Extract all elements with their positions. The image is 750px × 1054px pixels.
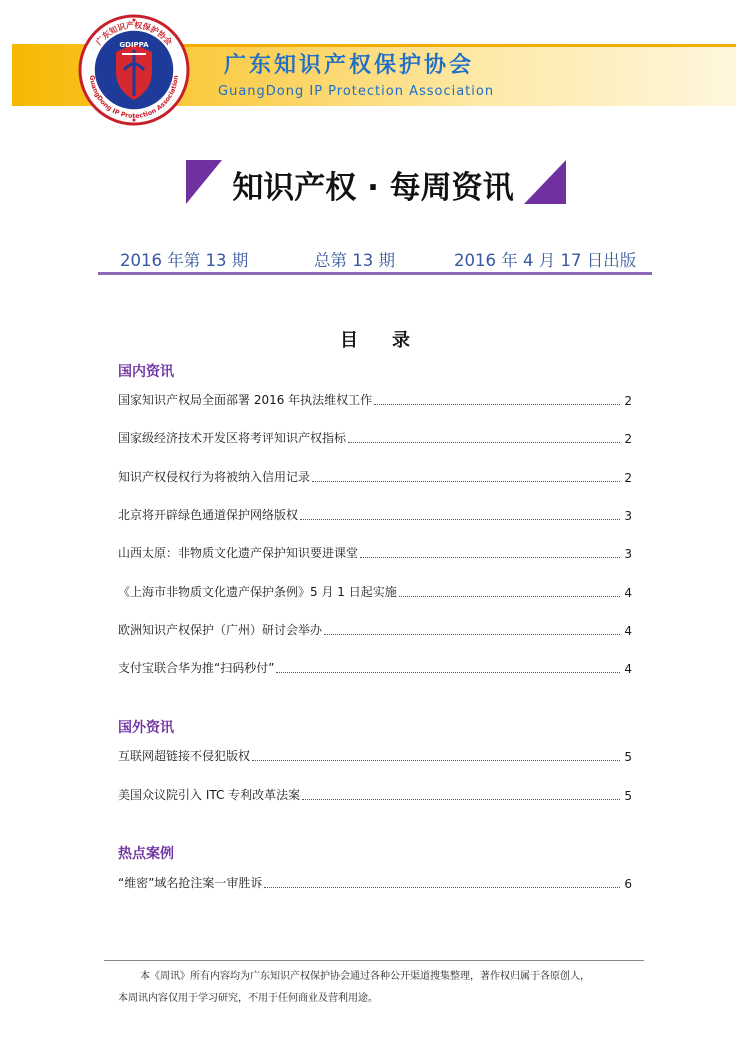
svg-text:GuangDong IP Protection Associ (88, 74, 180, 120)
footer-disclaimer (118, 966, 638, 1010)
toc-entry-page: 6 (624, 877, 632, 891)
toc-entry[interactable] (118, 467, 632, 485)
logo-ring-cn: 广东知识产权保护协会 (94, 20, 174, 47)
toc-entry-page: 5 (624, 750, 632, 764)
toc-leader-dots (374, 403, 620, 405)
section-title-domestic: 国内资讯 (118, 364, 174, 380)
toc-entry-title: 知识产权侵权行为将被纳入信用记录 (118, 470, 311, 484)
toc-entry-title: “维密”域名抢注案一审胜诉 (118, 876, 263, 890)
toc-entry-page: 2 (624, 432, 632, 446)
footer-line-1: 本《周讯》所有内容均为广东知识产权保护协会通过各种公开渠道搜集整理，著作权归属于各原创人， (140, 971, 590, 982)
issue-divider (98, 272, 652, 275)
toc-leader-dots (399, 595, 620, 597)
toc-leader-dots (264, 886, 620, 888)
toc-entry-page: 5 (624, 789, 632, 803)
toc-entry-page: 2 (624, 394, 632, 408)
toc-leader-dots (312, 480, 620, 482)
toc-entry-title: 国家级经济技术开发区将考评知识产权指标 (118, 431, 347, 445)
toc-entry-title: 山西太原：非物质文化遗产保护知识要进课堂 (118, 546, 359, 560)
toc-entry-page: 2 (624, 471, 632, 485)
toc-entry[interactable] (118, 390, 632, 408)
toc-entry-page: 4 (624, 624, 632, 638)
toc-entry-page: 3 (624, 547, 632, 561)
toc-leader-dots (302, 798, 620, 800)
org-name-en: GuangDong IP Protection Association (218, 84, 495, 99)
toc-entry[interactable] (118, 785, 632, 803)
issue-year-number: 2016 年第 13 期 (120, 251, 249, 270)
org-name-cn: 广东知识产权保护协会 (224, 53, 475, 78)
title-left-triangle-icon (186, 160, 222, 204)
toc-entry-title: 欧洲知识产权保护（广州）研讨会举办 (118, 623, 323, 637)
logo-ring-en: GuangDong IP Protection Association (87, 74, 181, 121)
toc-entry-title: 美国众议院引入 ITC 专利改革法案 (118, 788, 301, 802)
toc-entry[interactable] (118, 582, 632, 600)
section-title-international: 国外资讯 (118, 720, 174, 736)
toc-leader-dots (348, 441, 620, 443)
toc-entry[interactable] (118, 543, 632, 561)
toc-entry-title: 《上海市非物质文化遗产保护条例》5 月 1 日起实施 (118, 585, 397, 599)
section-title-hot-cases: 热点案例 (118, 846, 174, 862)
toc-entry[interactable] (118, 873, 632, 891)
newsletter-title (0, 160, 750, 208)
toc-leader-dots (360, 556, 620, 558)
toc-leader-dots (300, 518, 620, 520)
toc-leader-dots (324, 633, 620, 635)
toc-entry-title: 支付宝联合华为推“扫码秒付” (118, 661, 275, 675)
toc-entry-title: 互联网超链接不侵犯版权 (118, 749, 251, 763)
footer-line-2: 本周讯内容仅用于学习研究，不用于任何商业及营利用途。 (118, 993, 378, 1004)
toc-entry-page: 4 (624, 662, 632, 676)
title-right-triangle-icon (524, 160, 566, 204)
toc-entry[interactable] (118, 505, 632, 523)
issue-publish-date: 2016 年 4 月 17 日出版 (454, 251, 637, 270)
issue-info (98, 247, 652, 275)
toc-leader-dots (252, 759, 620, 761)
gdippa-logo (78, 14, 190, 126)
toc-entry[interactable] (118, 428, 632, 446)
toc-entry-title: 国家知识产权局全面部署 2016 年执法维权工作 (118, 393, 373, 407)
toc-entry[interactable] (118, 658, 632, 676)
title-text: 知识产权 · 每周资讯 (232, 170, 514, 206)
toc-entry-title: 北京将开辟绿色通道保护网络版权 (118, 508, 299, 522)
toc-leader-dots (276, 671, 620, 673)
issue-total-number: 总第 13 期 (314, 251, 395, 270)
footer-divider (104, 960, 644, 961)
toc-entry[interactable] (118, 746, 632, 764)
logo-abbr: GDIPPA (119, 41, 149, 49)
header-top-strip (180, 44, 736, 47)
logo-ring-text (78, 14, 190, 126)
toc-entry-page: 3 (624, 509, 632, 523)
toc-entry-page: 4 (624, 586, 632, 600)
toc-heading: 目录 (340, 330, 444, 351)
toc-entry[interactable] (118, 620, 632, 638)
